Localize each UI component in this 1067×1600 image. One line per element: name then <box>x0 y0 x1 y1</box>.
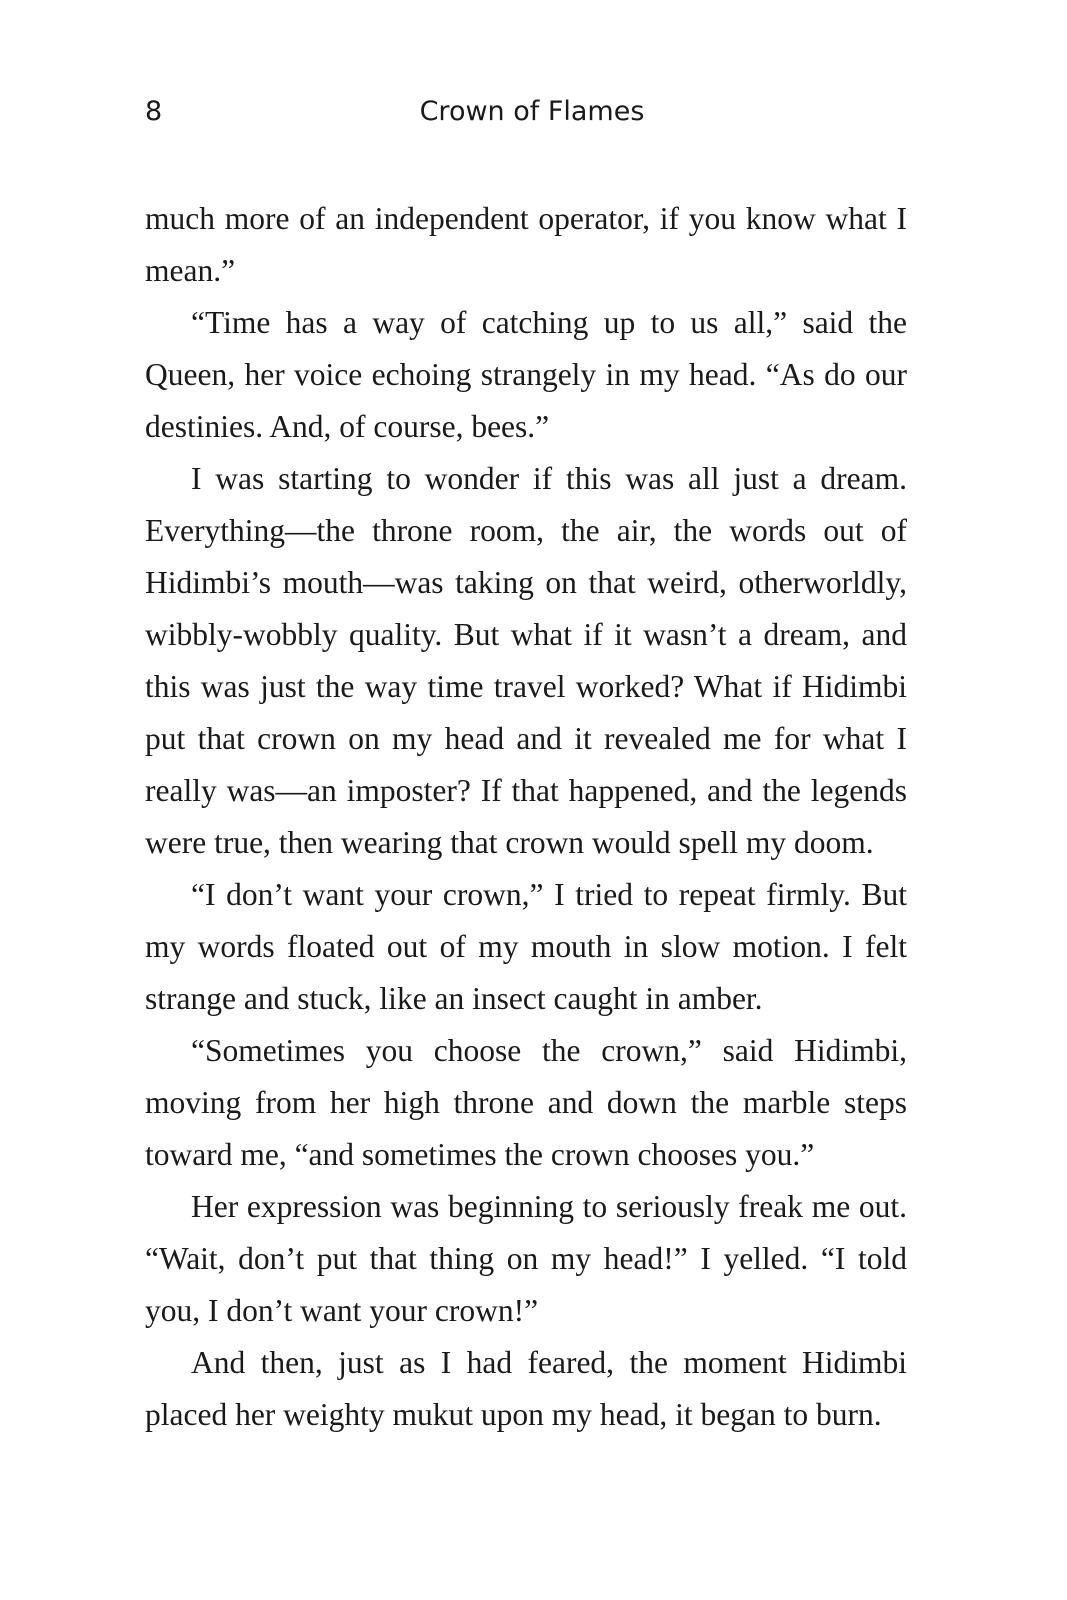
paragraph: I was starting to wonder if this was all just a dream. Everything—the throne room, the air, the words out of Hidimbi’s mouth—was taking on that weird, otherworldly, wibbly-wobbly quality. But what if it wasn’t a dream, and this was just the way time travel worked? What if Hidimbi put that crown on my head and it revealed me for what I really was—an imposter? If that happened, and the legends were true, then wearing that crown would spell my doom. <box>145 461 907 860</box>
running-head <box>145 92 907 132</box>
paragraph-continued: much more of an independent operator, if you know what I mean.” <box>145 201 907 288</box>
page-number: 8 <box>145 96 163 127</box>
paragraph: “Sometimes you choose the crown,” said Hidimbi, moving from her high throne and down the marble steps toward me, “and sometimes the crown chooses you.” <box>145 1033 907 1172</box>
book-title: Crown of Flames <box>419 96 645 127</box>
body-text <box>145 193 907 1441</box>
paragraph: “Time has a way of catching up to us all,” said the Queen, her voice echoing strangely in my head. “As do our destinies. And, of course, bees.” <box>145 305 907 444</box>
paragraph: Her expression was beginning to seriously freak me out. “Wait, don’t put that thing on my head!” I yelled. “I told you, I don’t want your crown!” <box>145 1189 907 1328</box>
paragraph: “I don’t want your crown,” I tried to repeat firmly. But my words floated out of my mouth in slow motion. I felt strange and stuck, like an insect caught in amber. <box>145 877 907 1016</box>
paragraph: And then, just as I had feared, the moment Hidimbi placed her weighty mukut upon my head, it began to burn. <box>145 1345 907 1432</box>
